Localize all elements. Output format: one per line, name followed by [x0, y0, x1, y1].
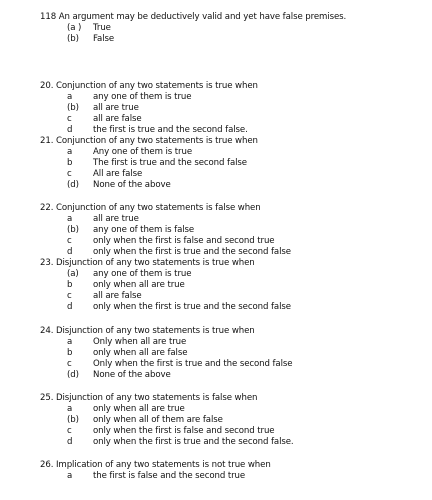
option-text: any one of them is false — [93, 225, 195, 235]
question-21 — [40, 136, 420, 191]
option-text: any one of them is true — [93, 269, 192, 279]
option-label: a — [67, 471, 73, 481]
option-text: only when the first is true and the second false. — [93, 437, 294, 447]
option-label: d — [67, 247, 73, 257]
option-label: b — [67, 280, 73, 290]
option-text: only when all are false — [93, 348, 188, 358]
option-text: All are false — [93, 169, 143, 179]
option-row — [40, 269, 420, 280]
option-label: a — [67, 404, 73, 414]
option-row — [40, 114, 420, 125]
question-stem: 22. Conjunction of any two statements is false when — [40, 203, 261, 213]
option-row — [40, 158, 420, 169]
option-row — [40, 23, 420, 34]
option-row — [40, 214, 420, 225]
option-label: c — [67, 236, 72, 246]
option-label: c — [67, 426, 72, 436]
question-22 — [40, 203, 420, 258]
option-row — [40, 359, 420, 370]
option-label: d — [67, 125, 73, 135]
question-118 — [40, 12, 420, 45]
option-text: all are true — [93, 214, 139, 224]
option-row — [40, 225, 420, 236]
option-text: Any one of them is true — [93, 147, 193, 157]
option-text: all are true — [93, 103, 139, 113]
option-row — [40, 404, 420, 415]
option-row — [40, 337, 420, 348]
option-label: d — [67, 437, 73, 447]
option-row — [40, 426, 420, 437]
option-row — [40, 147, 420, 158]
option-row — [40, 437, 420, 448]
option-label: d — [67, 302, 73, 312]
option-label: (d) — [67, 180, 79, 190]
question-stem: 23. Disjunction of any two statements is true when — [40, 258, 255, 268]
option-text: False — [93, 34, 115, 44]
option-row — [40, 180, 420, 191]
option-text: all are false — [93, 114, 142, 124]
option-label: b — [67, 158, 73, 168]
option-label: (a) — [67, 269, 79, 279]
option-row — [40, 348, 420, 359]
option-row — [40, 302, 420, 313]
option-label: a — [67, 92, 73, 102]
option-text: only when the first is true and the second false — [93, 247, 291, 257]
option-text: Only when all are true — [93, 337, 187, 347]
option-text: only when the first is false and second true — [93, 236, 275, 246]
question-24 — [40, 326, 420, 381]
option-text: Only when the first is true and the second false — [93, 359, 293, 369]
option-text: any one of them is true — [93, 92, 192, 102]
option-text: True — [93, 23, 111, 33]
question-20 — [40, 81, 420, 136]
question-stem: 26. Implication of any two statements is not true when — [40, 460, 271, 470]
option-text: None of the above — [93, 180, 171, 190]
question-stem: 20. Conjunction of any two statements is true when — [40, 81, 258, 91]
option-text: all are false — [93, 291, 142, 301]
option-text: The first is true and the second false — [93, 158, 247, 168]
question-stem: 25. Disjunction of any two statements is false when — [40, 393, 258, 403]
question-stem: 24. Disjunction of any two statements is true when — [40, 326, 255, 336]
question-26 — [40, 460, 420, 482]
option-row — [40, 125, 420, 136]
option-row — [40, 471, 420, 482]
option-row — [40, 169, 420, 180]
question-stem: 118 An argument may be deductively valid and yet have false premises. — [40, 12, 347, 22]
option-label: c — [67, 359, 72, 369]
option-label: (b) — [67, 34, 79, 44]
option-text: the first is true and the second false. — [93, 125, 248, 135]
question-23 — [40, 258, 420, 313]
question-25 — [40, 393, 420, 448]
option-row — [40, 415, 420, 426]
option-text: the first is false and the second true — [93, 471, 246, 481]
option-text: only when all are true — [93, 280, 185, 290]
option-row — [40, 291, 420, 302]
option-label: a — [67, 337, 73, 347]
option-row — [40, 92, 420, 103]
option-label: (d) — [67, 370, 79, 380]
option-label: (b) — [67, 415, 79, 425]
question-stem: 21. Conjunction of any two statements is true when — [40, 136, 258, 146]
option-label: a — [67, 147, 73, 157]
option-row — [40, 370, 420, 381]
option-label: (b) — [67, 225, 79, 235]
option-text: only when all are true — [93, 404, 185, 414]
option-row — [40, 34, 420, 45]
option-row — [40, 103, 420, 114]
option-row — [40, 280, 420, 291]
option-label: b — [67, 348, 73, 358]
option-row — [40, 247, 420, 258]
option-text: only when the first is true and the second false — [93, 302, 291, 312]
option-text: only when all of them are false — [93, 415, 223, 425]
option-label: c — [67, 291, 72, 301]
option-row — [40, 236, 420, 247]
option-text: None of the above — [93, 370, 171, 380]
option-label: (a ) — [67, 23, 82, 33]
option-label: a — [67, 214, 73, 224]
option-text: only when the first is false and second true — [93, 426, 275, 436]
option-label: (b) — [67, 103, 79, 113]
option-label: c — [67, 169, 72, 179]
option-label: c — [67, 114, 72, 124]
